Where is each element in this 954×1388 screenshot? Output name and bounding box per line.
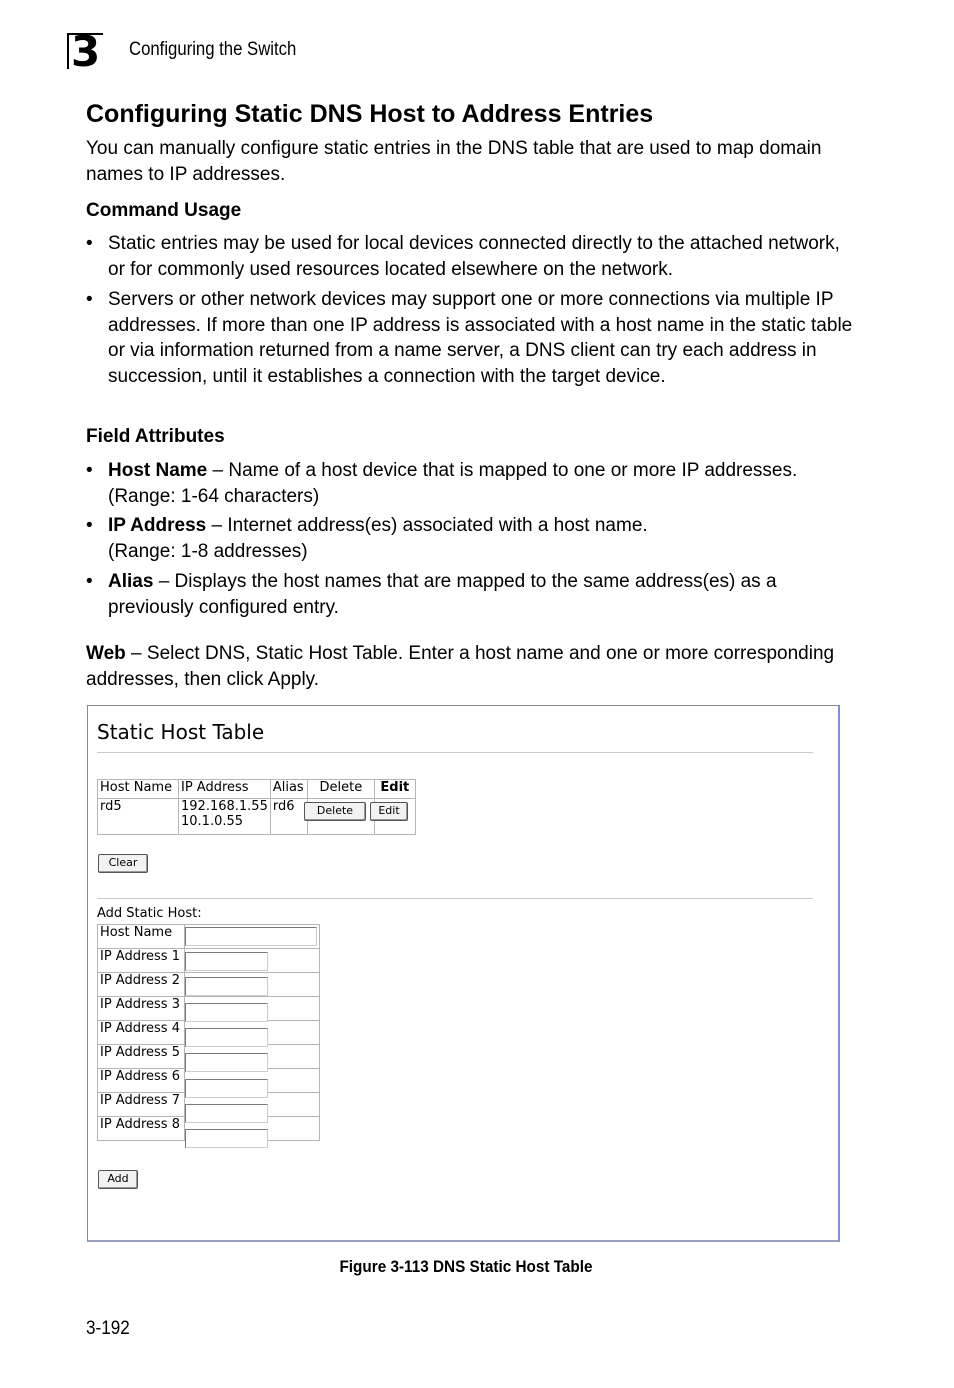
ip-address-7-input[interactable]: [185, 1104, 268, 1123]
edit-button[interactable]: Edit: [370, 802, 408, 821]
ip-address-6-input[interactable]: [185, 1079, 268, 1098]
add-static-host-label: Add Static Host:: [97, 906, 202, 921]
term: IP Address: [108, 515, 207, 536]
bullet-dot: •: [86, 571, 93, 592]
form-label: IP Address 3: [98, 997, 185, 1021]
form-label: IP Address 8: [98, 1117, 185, 1141]
static-host-table: [97, 779, 416, 835]
command-usage-heading: Command Usage: [86, 200, 242, 221]
column-header: Delete: [307, 780, 374, 799]
field-attributes-heading: Field Attributes: [86, 426, 225, 447]
bullet-dot: •: [86, 289, 93, 310]
column-header: Alias: [270, 780, 307, 799]
divider: [97, 898, 813, 899]
bullet-dot: •: [86, 515, 93, 536]
section-title: Configuring Static DNS Host to Address Entries: [86, 100, 654, 128]
bullet-dot: •: [86, 233, 93, 254]
chapter-number: 3: [71, 27, 100, 76]
ip-address-3-input[interactable]: [185, 1003, 268, 1022]
clear-button[interactable]: Clear: [98, 854, 148, 873]
column-header: Edit: [374, 780, 415, 799]
ip-address-cell: 192.168.1.55 10.1.0.55: [179, 799, 271, 835]
figure-caption: Figure 3-113 DNS Static Host Table: [339, 1257, 593, 1276]
web-instructions: Web – Select DNS, Static Host Table. Enter a host name and one or more corresponding addresses, then click Apply.: [86, 643, 835, 690]
term: Alias: [108, 571, 154, 592]
bullet-dot: •: [86, 460, 93, 481]
ip-address-2-input[interactable]: [185, 977, 268, 996]
ip-address-5-input[interactable]: [185, 1053, 268, 1072]
form-label: IP Address 4: [98, 1021, 185, 1045]
column-header: IP Address: [179, 780, 271, 799]
add-button[interactable]: Add: [98, 1170, 138, 1189]
figure-title: Static Host Table: [97, 720, 265, 744]
divider: [97, 752, 813, 753]
running-title: Configuring the Switch: [129, 39, 297, 60]
ip-address-1-input[interactable]: [185, 952, 268, 971]
intro-paragraph: You can manually configure static entries in the DNS table that are used to map domain names to IP addresses.: [86, 138, 822, 185]
alias-cell: rd6: [270, 799, 307, 835]
term: Host Name: [108, 460, 208, 481]
page-number: 3-192: [86, 1318, 130, 1339]
table-header-row: [98, 780, 416, 799]
host-name-input[interactable]: [185, 927, 317, 946]
form-label: IP Address 7: [98, 1093, 185, 1117]
form-label: IP Address 6: [98, 1069, 185, 1093]
column-header: Host Name: [98, 780, 179, 799]
form-label: IP Address 1: [98, 949, 185, 973]
ip-address-8-input[interactable]: [185, 1129, 268, 1148]
delete-button[interactable]: Delete: [304, 802, 366, 821]
host-name-cell: rd5: [98, 799, 179, 835]
form-label: Host Name: [98, 925, 185, 949]
form-label: IP Address 2: [98, 973, 185, 997]
form-label: IP Address 5: [98, 1045, 185, 1069]
ip-address-4-input[interactable]: [185, 1028, 268, 1047]
table-row: [98, 799, 416, 835]
